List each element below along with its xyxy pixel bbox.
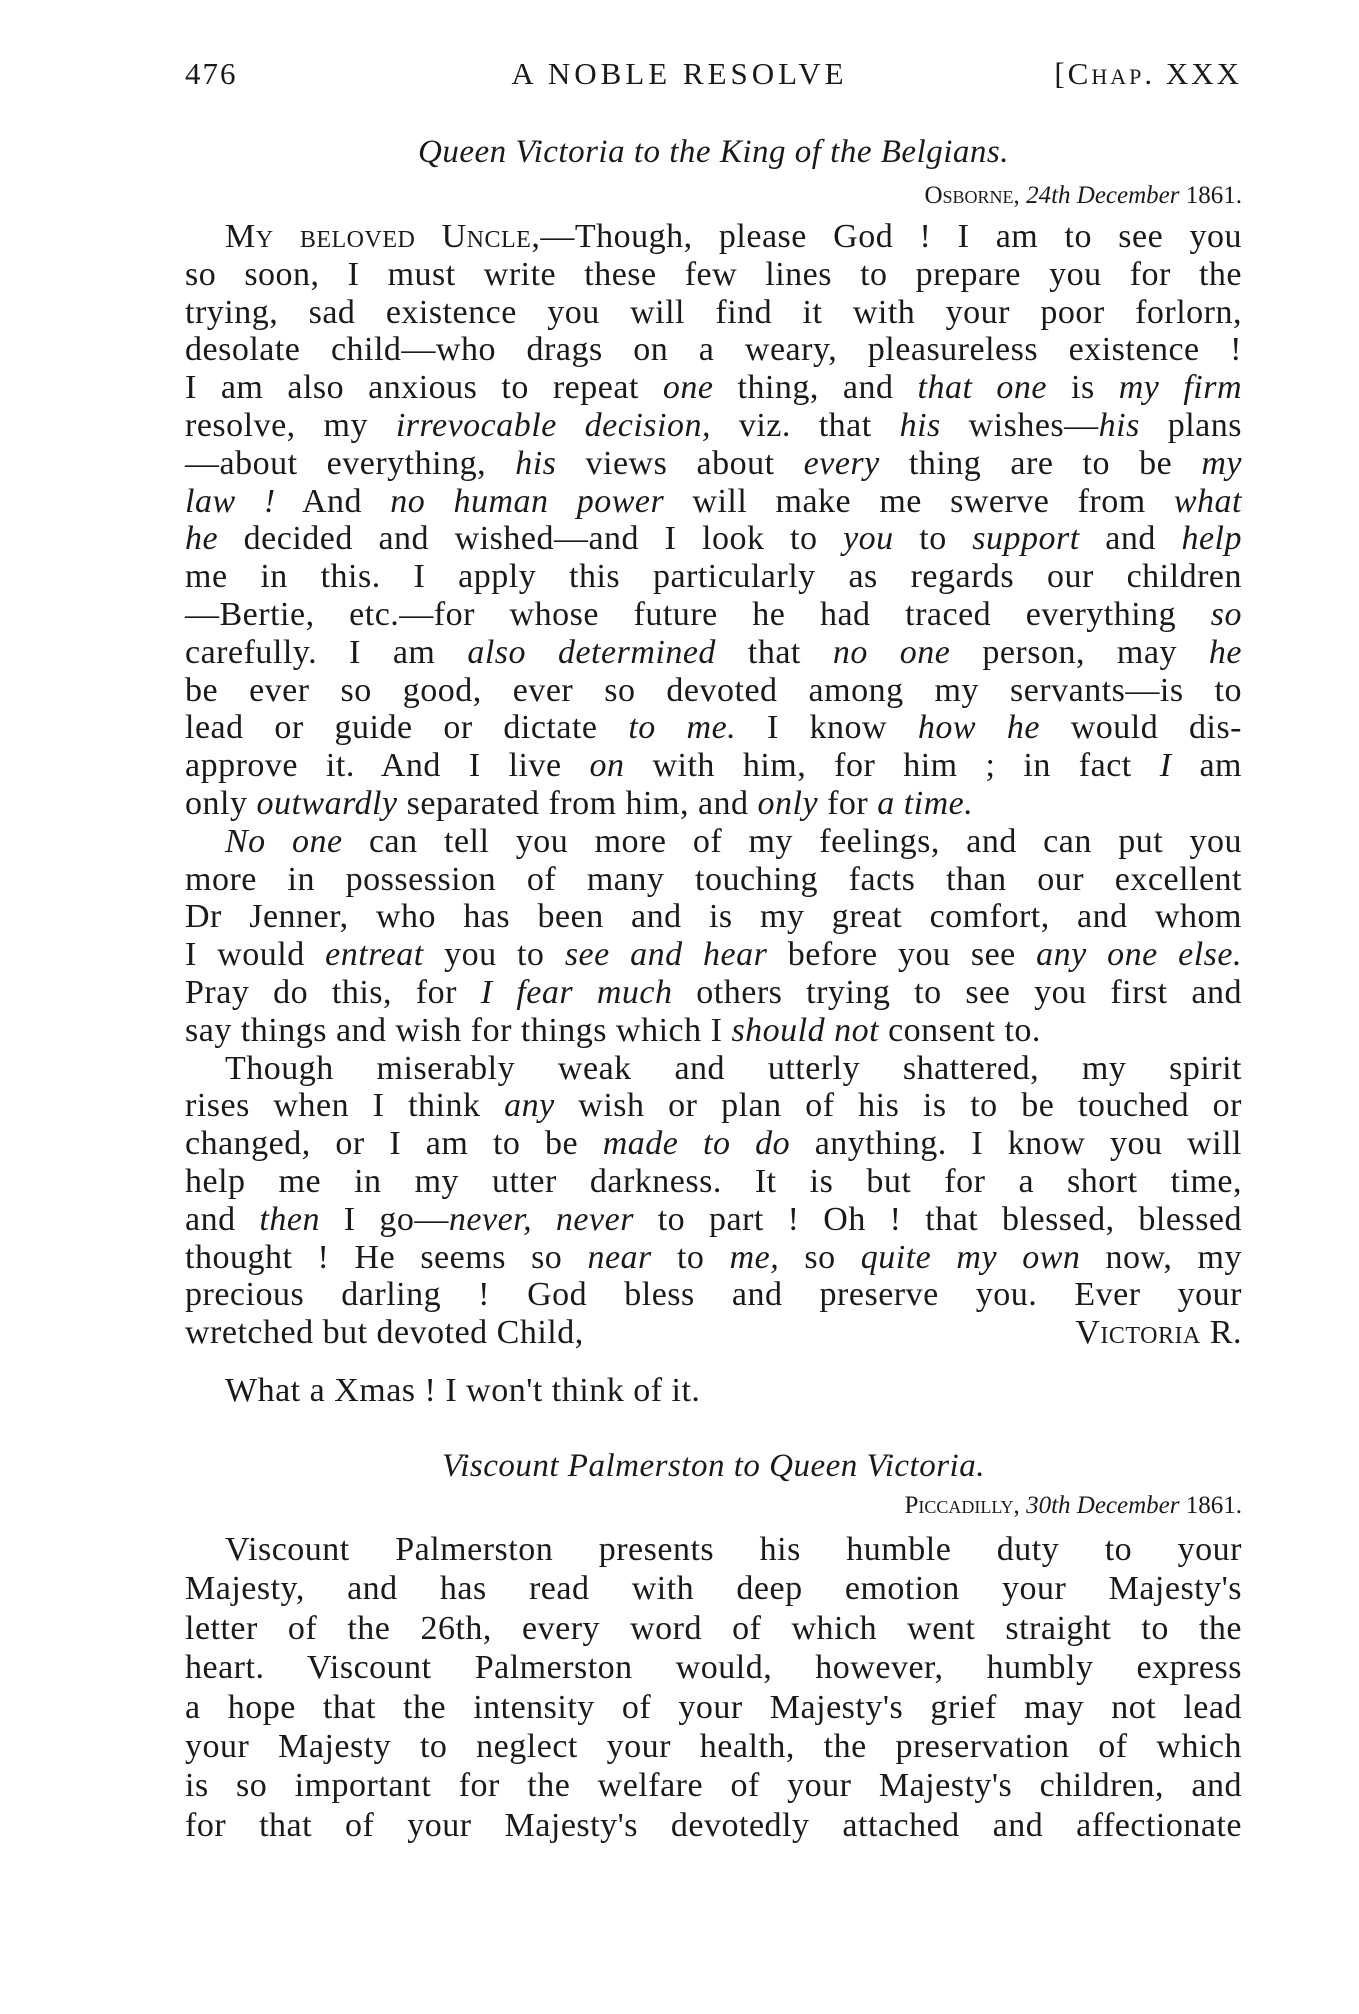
text-segment: with him, for him ; in fact bbox=[624, 747, 1160, 785]
text-segment: ,—Though, please God ! I am to see you bbox=[531, 218, 1242, 255]
text-segment: only bbox=[185, 784, 257, 822]
text-segment: viz. that bbox=[710, 406, 900, 444]
italic-text: outwardly bbox=[256, 784, 398, 822]
text-line bbox=[185, 331, 1242, 369]
text-segment: consent to. bbox=[879, 1011, 1041, 1049]
text-line bbox=[185, 709, 1242, 747]
text-segment: would dis- bbox=[1039, 709, 1243, 747]
text-line bbox=[185, 218, 1242, 256]
text-segment: I know bbox=[736, 709, 918, 747]
text-segment: to bbox=[893, 520, 973, 558]
text-segment: rises when I think bbox=[185, 1087, 505, 1125]
text-segment: is so important for the welfare of your Majesty's children, and bbox=[185, 1767, 1242, 1805]
text-segment: and bbox=[1079, 520, 1182, 558]
italic-text: on bbox=[589, 747, 625, 785]
text-line bbox=[185, 936, 1242, 974]
text-line bbox=[185, 1276, 1242, 1314]
text-line bbox=[185, 974, 1242, 1012]
dateline-place: Piccadilly, bbox=[904, 1492, 1020, 1519]
text-segment: to part ! Oh ! that blessed, blessed bbox=[633, 1200, 1243, 1238]
text-line bbox=[185, 1087, 1242, 1125]
italic-text: his bbox=[899, 406, 941, 444]
text-segment: Dr Jenner, who has been and is my great comfort, and whom bbox=[185, 898, 1242, 936]
text-segment: approve it. And I live bbox=[185, 747, 590, 785]
italic-text: his bbox=[1098, 406, 1140, 444]
dateline-year: 1861. bbox=[1185, 1492, 1242, 1519]
text-line bbox=[185, 294, 1242, 332]
text-segment: resolve, my bbox=[185, 406, 396, 444]
text-line bbox=[185, 1239, 1242, 1277]
italic-text: no one bbox=[832, 633, 951, 671]
chapter-label: [Chap. XXX bbox=[1054, 56, 1242, 91]
text-segment: I am also anxious to repeat bbox=[185, 369, 663, 407]
dateline-day: 30th bbox=[1026, 1492, 1071, 1519]
text-line bbox=[185, 1125, 1242, 1163]
italic-text: my firm bbox=[1118, 369, 1243, 407]
italic-text: every bbox=[803, 444, 880, 482]
text-segment: for that of your Majesty's devotedly attached and affectionate bbox=[185, 1806, 1242, 1844]
dateline-month: December bbox=[1076, 1492, 1180, 1519]
italic-text: my bbox=[1201, 444, 1243, 482]
italic-text: how he bbox=[917, 709, 1040, 747]
text-line bbox=[185, 483, 1242, 521]
text-segment: and bbox=[185, 1200, 260, 1238]
text-segment: trying, sad existence you will find it with your poor forlorn, bbox=[185, 293, 1242, 331]
text-segment: heart. Viscount Palmerston would, however, humbly express bbox=[185, 1649, 1242, 1687]
italic-text: I fear much bbox=[480, 973, 673, 1011]
text-segment: decided and wished—and I look to bbox=[218, 520, 844, 558]
text-line bbox=[185, 1530, 1242, 1569]
italic-text: I bbox=[1159, 747, 1172, 785]
text-line bbox=[185, 1806, 1242, 1845]
text-segment: wretched but devoted Child, bbox=[185, 1314, 584, 1352]
letter-body bbox=[185, 1530, 1242, 1845]
text-line bbox=[185, 1727, 1242, 1766]
postscript: What a Xmas ! I won't think of it. bbox=[225, 1372, 701, 1409]
page-number: 476 bbox=[185, 56, 238, 91]
text-segment: —about everything, bbox=[185, 444, 516, 482]
text-segment: letter of the 26th, every word of which went straight to the bbox=[185, 1609, 1242, 1647]
text-line bbox=[185, 672, 1242, 710]
text-line bbox=[185, 634, 1242, 672]
italic-text: law ! bbox=[185, 482, 276, 520]
italic-text: quite my own bbox=[860, 1238, 1081, 1276]
italic-text: then bbox=[259, 1200, 320, 1238]
text-segment: precious darling ! God bless and preserve you. Ever your bbox=[185, 1276, 1242, 1314]
text-line bbox=[185, 1314, 1242, 1352]
text-segment: can tell you more of my feelings, and can put you bbox=[342, 822, 1242, 860]
italic-text: made to do bbox=[602, 1125, 791, 1163]
text-segment: to bbox=[651, 1238, 730, 1276]
text-segment: wish or plan of his is to be touched or bbox=[554, 1087, 1242, 1125]
text-segment: separated from him, and bbox=[397, 784, 758, 822]
letter-heading: Viscount Palmerston to Queen Victoria. bbox=[442, 1448, 985, 1484]
text-segment: lead or guide or dictate bbox=[185, 709, 629, 747]
italic-text: so bbox=[1210, 595, 1242, 633]
text-line bbox=[185, 520, 1242, 558]
text-segment: desolate child—who drags on a weary, pleasureless existence ! bbox=[185, 331, 1242, 369]
text-segment: changed, or I am to be bbox=[185, 1125, 603, 1163]
text-segment: person, may bbox=[950, 633, 1209, 671]
letter-dateline bbox=[185, 182, 1269, 210]
italic-text: what bbox=[1173, 482, 1242, 520]
italic-text: he bbox=[1208, 633, 1242, 671]
text-line bbox=[185, 369, 1242, 407]
text-segment: Though miserably weak and utterly shattered, my spirit bbox=[225, 1049, 1242, 1087]
text-segment: others trying to see you first and bbox=[672, 973, 1242, 1011]
text-segment: I would bbox=[185, 936, 326, 974]
italic-text: never, never bbox=[448, 1200, 634, 1238]
text-segment: Majesty, and has read with deep emotion your Majesty's bbox=[185, 1570, 1242, 1608]
italic-text: only bbox=[757, 784, 819, 822]
text-line bbox=[185, 1609, 1242, 1648]
text-line bbox=[185, 1163, 1242, 1201]
italic-text: see and hear bbox=[564, 936, 768, 974]
text-segment: say things and wish for things which I bbox=[185, 1011, 732, 1049]
italic-text: support bbox=[972, 520, 1080, 558]
text-segment: plans bbox=[1139, 406, 1242, 444]
dateline-month: December bbox=[1076, 182, 1180, 209]
dateline-place: Osborne, bbox=[924, 182, 1020, 209]
italic-text: irrevocable decision, bbox=[395, 406, 711, 444]
italic-text: No one bbox=[225, 822, 343, 860]
text-segment: more in possession of many touching facts than our excellent bbox=[185, 860, 1242, 898]
italic-text: a time. bbox=[877, 784, 974, 822]
dateline-day: 24th bbox=[1026, 182, 1071, 209]
italic-text: any bbox=[504, 1087, 555, 1125]
text-line bbox=[185, 1012, 1242, 1050]
text-line bbox=[185, 1201, 1242, 1239]
text-segment: Pray do this, for bbox=[185, 973, 481, 1011]
text-segment: that bbox=[715, 633, 833, 671]
text-line bbox=[185, 785, 1242, 823]
italic-text: entreat bbox=[325, 936, 424, 974]
text-line bbox=[185, 823, 1242, 861]
italic-text: me, bbox=[729, 1238, 780, 1276]
italic-text: should not bbox=[731, 1011, 880, 1049]
text-line bbox=[185, 747, 1242, 785]
italic-text: to me. bbox=[628, 709, 737, 747]
text-line bbox=[185, 1648, 1242, 1687]
text-line bbox=[185, 1766, 1242, 1805]
text-line bbox=[185, 558, 1242, 596]
signature: Victoria R. bbox=[1075, 1314, 1242, 1352]
italic-text: near bbox=[587, 1238, 652, 1276]
text-segment: will make me swerve from bbox=[664, 482, 1174, 520]
italic-text: you bbox=[843, 520, 894, 558]
text-segment: thought ! He seems so bbox=[185, 1238, 588, 1276]
text-segment: a hope that the intensity of your Majesty's grief may not lead bbox=[185, 1688, 1242, 1726]
text-line bbox=[185, 407, 1242, 445]
letter-heading: Queen Victoria to the King of the Belgians. bbox=[418, 134, 1009, 170]
dateline-year: 1861. bbox=[1185, 182, 1242, 209]
text-segment: you to bbox=[423, 936, 565, 974]
text-segment: your Majesty to neglect your health, the preservation of which bbox=[185, 1728, 1242, 1766]
text-line bbox=[185, 1050, 1242, 1088]
text-line bbox=[185, 1569, 1242, 1608]
text-segment: me in this. I apply this particularly as regards our children bbox=[185, 558, 1242, 596]
text-segment: carefully. I am bbox=[185, 633, 468, 671]
text-segment: is bbox=[1047, 369, 1119, 407]
text-segment: so soon, I must write these few lines to prepare you for the bbox=[185, 255, 1242, 293]
text-line bbox=[185, 1688, 1242, 1727]
text-segment: anything. I know you will bbox=[790, 1125, 1242, 1163]
text-segment: My beloved Uncle bbox=[225, 218, 532, 255]
italic-text: that one bbox=[917, 369, 1047, 407]
italic-text: no human power bbox=[390, 482, 665, 520]
text-line bbox=[185, 861, 1242, 899]
italic-text: his bbox=[515, 444, 557, 482]
letter-dateline bbox=[185, 1492, 1269, 1520]
text-segment: I go— bbox=[319, 1200, 449, 1238]
italic-text: also determined bbox=[467, 633, 716, 671]
text-line bbox=[185, 445, 1242, 483]
text-segment: views about bbox=[556, 444, 804, 482]
running-title: A NOBLE RESOLVE bbox=[511, 56, 848, 91]
text-segment: wishes— bbox=[940, 406, 1099, 444]
text-segment: am bbox=[1171, 747, 1242, 785]
text-segment: Viscount Palmerston presents his humble duty to your bbox=[225, 1531, 1242, 1568]
text-line bbox=[185, 898, 1242, 936]
italic-text: one bbox=[662, 369, 714, 407]
text-segment: And bbox=[275, 482, 391, 520]
text-segment: so bbox=[779, 1238, 861, 1276]
text-segment: before you see bbox=[767, 936, 1037, 974]
italic-text: help bbox=[1181, 520, 1242, 558]
text-line bbox=[185, 596, 1242, 634]
text-segment: thing, and bbox=[713, 369, 918, 407]
text-segment: —Bertie, etc.—for whose future he had traced everything bbox=[185, 595, 1211, 633]
text-segment: now, my bbox=[1080, 1238, 1242, 1276]
text-segment: help me in my utter darkness. It is but for a short time, bbox=[185, 1162, 1242, 1200]
text-segment: for bbox=[818, 784, 878, 822]
italic-text: he bbox=[185, 520, 219, 558]
italic-text: any one else. bbox=[1036, 936, 1243, 974]
text-line bbox=[185, 256, 1242, 294]
text-segment: be ever so good, ever so devoted among my servants—is to bbox=[185, 671, 1242, 709]
letter-body bbox=[185, 218, 1242, 1352]
text-segment: thing are to be bbox=[879, 444, 1202, 482]
